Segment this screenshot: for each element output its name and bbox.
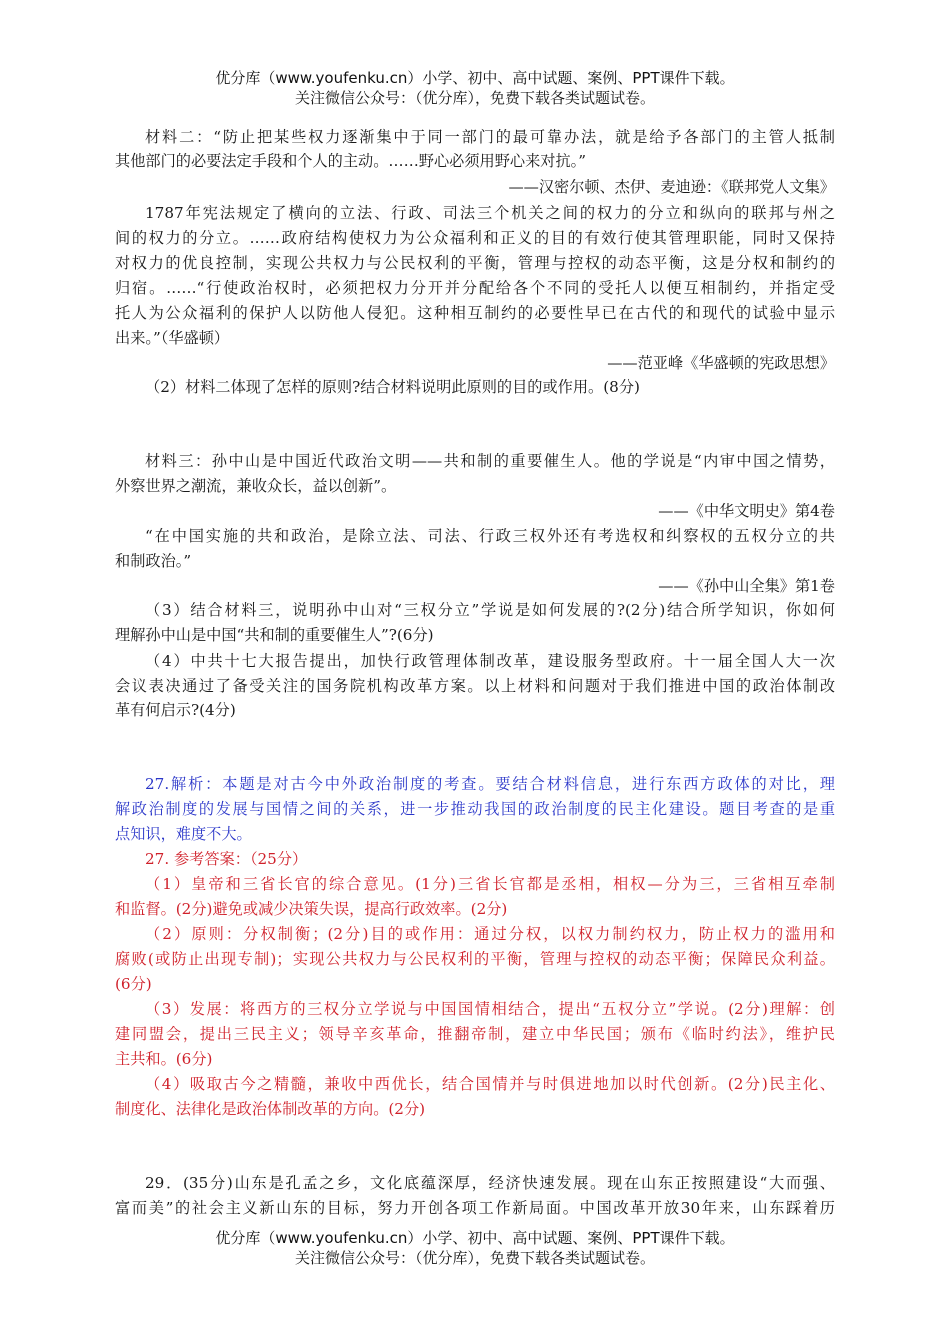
page-footer xyxy=(0,1228,950,1268)
material2-source: ——范亚峰《华盛顿的宪政思想》 xyxy=(607,354,835,372)
header-line-2: 关注微信公众号：（优分库），免费下载各类试题试卷。 xyxy=(294,89,655,107)
footer-line-2: 关注微信公众号：（优分库），免费下载各类试题试卷。 xyxy=(294,1249,655,1267)
answer-1: （1）皇帝和三省长官的综合意见。(1分)三省长官都是丞相，相权—分为三，三省相互牵制 xyxy=(145,875,835,893)
material2-source: ——汉密尔顿、杰伊、麦迪逊：《联邦党人文集》 xyxy=(508,178,835,196)
material2-line: 材料二：“防止把某些权力逐渐集中于同一部门的最可靠办法，就是给予各部门的主管人抵制 xyxy=(145,128,835,146)
footer-line-1: 优分库（www.youfenku.cn）小学、初中、高中试题、案例、PPT课件下载。 xyxy=(215,1229,735,1247)
question-4: （4）中共十七大报告提出，加快行政管理体制改革，建设服务型政府。十一届全国人大一次 xyxy=(145,652,835,670)
answer-4: （4）吸取古今之精髓，兼收中西优长，结合国情并与时俱进地加以时代创新。(2分)民主化、 xyxy=(145,1075,835,1093)
question-4: 会议表决通过了备受关注的国务院机构改革方案。以上材料和问题对于我们推进中国的政治体制改 xyxy=(115,677,835,695)
material2-line: 间的权力的分立。……政府结构使权力为公众福利和正义的目的有效行使其管理职能，同时又保持 xyxy=(115,229,835,247)
answer-2: (6分) xyxy=(115,975,152,993)
answer-title: 27. 参考答案：（25分） xyxy=(145,850,308,868)
material2-line: 归宿。……“行使政治权时，必须把权力分开并分配给各个不同的受托人以便互相制约，并指定受 xyxy=(115,279,835,297)
question-29: 富而美”的社会主义新山东的目标，努力开创各项工作新局面。中国改革开放30年来，山东踩着历 xyxy=(115,1199,835,1217)
material2-line: 对权力的优良控制，实现公共权力与公民权利的平衡，管理与控权的动态平衡，这是分权和制约的 xyxy=(115,254,835,272)
question-4: 革有何启示?(4分) xyxy=(115,701,236,719)
material3-line: 和制政治。” xyxy=(115,552,192,570)
material2-line: 出来。”（华盛顿） xyxy=(115,329,230,347)
page-header xyxy=(0,68,950,108)
answer-3: （3）发展：将西方的三权分立学说与中国国情相结合，提出“五权分立”学说。(2分)理解：创 xyxy=(145,1000,835,1018)
material3-source: ——《孙中山全集》第1卷 xyxy=(658,577,835,595)
question-3: 理解孙中山是中国“共和制的重要催生人”?(6分) xyxy=(115,626,434,644)
answer-4: 制度化、法律化是政治体制改革的方向。(2分) xyxy=(115,1100,426,1118)
question-29: 29．(35分)山东是孔孟之乡，文化底蕴深厚，经济快速发展。现在山东正按照建设“大而强、 xyxy=(145,1174,835,1192)
answer-2: （2）原则：分权制衡；(2分)目的或作用：通过分权，以权力制约权力，防止权力的滥用和 xyxy=(145,925,835,943)
analysis-line: 27.解析：本题是对古今中外政治制度的考查。要结合材料信息，进行东西方政体的对比，理 xyxy=(145,775,835,793)
answer-1: 和监督。(2分)避免或减少决策失误，提高行政效率。(2分) xyxy=(115,900,508,918)
material2-line: 托人为公众福利的保护人以防他人侵犯。这种相互制约的必要性早已在古代的和现代的试验中显示 xyxy=(115,304,835,322)
analysis-line: 点知识，难度不大。 xyxy=(115,825,252,843)
question-3: （3）结合材料三，说明孙中山对“三权分立”学说是如何发展的?(2分)结合所学知识，你如何 xyxy=(145,601,835,619)
material2-line: 1787年宪法规定了横向的立法、行政、司法三个机关之间的权力的分立和纵向的联邦与州之 xyxy=(145,204,835,222)
answer-3: 建同盟会，提出三民主义；领导辛亥革命，推翻帝制，建立中华民国；颁布《临时约法》，维护民 xyxy=(115,1025,835,1043)
question-2: （2）材料二体现了怎样的原则?结合材料说明此原则的目的或作用。(8分) xyxy=(145,378,640,396)
material3-line: 外察世界之潮流，兼收众长，益以创新”。 xyxy=(115,477,397,495)
header-line-1: 优分库（www.youfenku.cn）小学、初中、高中试题、案例、PPT课件下载。 xyxy=(215,69,735,87)
analysis-line: 解政治制度的发展与国情之间的关系，进一步推动我国的政治制度的民主化建设。题目考查的是重 xyxy=(115,800,835,818)
material3-line: 材料三：孙中山是中国近代政治文明——共和制的重要催生人。他的学说是“内审中国之情势， xyxy=(145,452,835,470)
material3-line: “在中国实施的共和政治，是除立法、司法、行政三权外还有考选权和纠察权的五权分立的共 xyxy=(145,527,835,545)
answer-2: 腐败(或防止出现专制)；实现公共权力与公民权利的平衡，管理与控权的动态平衡；保障民众利益。 xyxy=(115,950,835,968)
material3-source: ——《中华文明史》第4卷 xyxy=(658,502,835,520)
answer-3: 主共和。(6分) xyxy=(115,1050,213,1068)
material2-line: 其他部门的必要法定手段和个人的主动。……野心必须用野心来对抗。” xyxy=(115,152,586,170)
